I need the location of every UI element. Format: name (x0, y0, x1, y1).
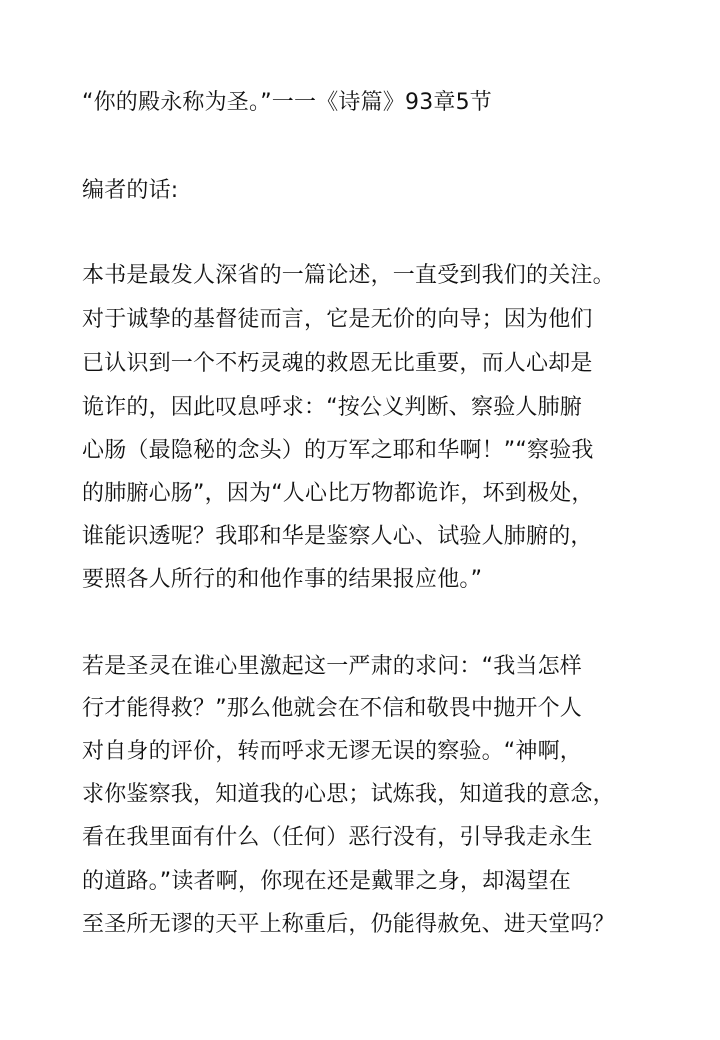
paragraph-line: 心肠（最隐秘的念头）的万军之耶和华啊！”“察验我 (82, 438, 594, 463)
editor-heading: 编者的话: (82, 178, 179, 203)
epigraph-verse: “你的殿永称为圣。”一一《诗篇》93章5节 (82, 90, 492, 115)
paragraph-line: 谁能识透呢？我耶和华是鉴察人心、试验人肺腑的， (82, 524, 593, 549)
paragraph-line: 行才能得救？”那么他就会在不信和敬畏中抛开个人 (82, 696, 582, 721)
paragraph-line: 已认识到一个不朽灵魂的救恩无比重要，而人心却是 (82, 351, 593, 376)
paragraph-line: 至圣所无谬的天平上称重后，仍能得赦免、进天堂吗？ (82, 912, 615, 937)
paragraph-line: 若是圣灵在谁心里激起这一严肃的求问：“我当怎样 (82, 654, 582, 679)
paragraph-line: 对自身的评价，转而呼求无谬无误的察验。“神啊， (82, 739, 582, 764)
paragraph-line: 求你鉴察我，知道我的心思；试炼我，知道我的意念， (82, 782, 615, 807)
paragraph-line: 对于诚挚的基督徒而言，它是无价的向导；因为他们 (82, 307, 593, 332)
paragraph-line: 要照各人所行的和他作事的结果报应他。” (82, 567, 483, 592)
paragraph-line: 的肺腑心肠”，因为“人心比万物都诡诈，坏到极处， (82, 481, 594, 506)
paragraph-line: 看在我里面有什么（任何）恶行没有，引导我走永生 (82, 825, 593, 850)
paragraph-line: 本书是最发人深省的一篇论述，一直受到我们的关注。 (82, 263, 615, 288)
paragraph-line: 的道路。”读者啊，你现在还是戴罪之身，却渴望在 (82, 869, 571, 894)
paragraph-line: 诡诈的，因此叹息呼求：“按公义判断、察验人肺腑 (82, 395, 582, 420)
